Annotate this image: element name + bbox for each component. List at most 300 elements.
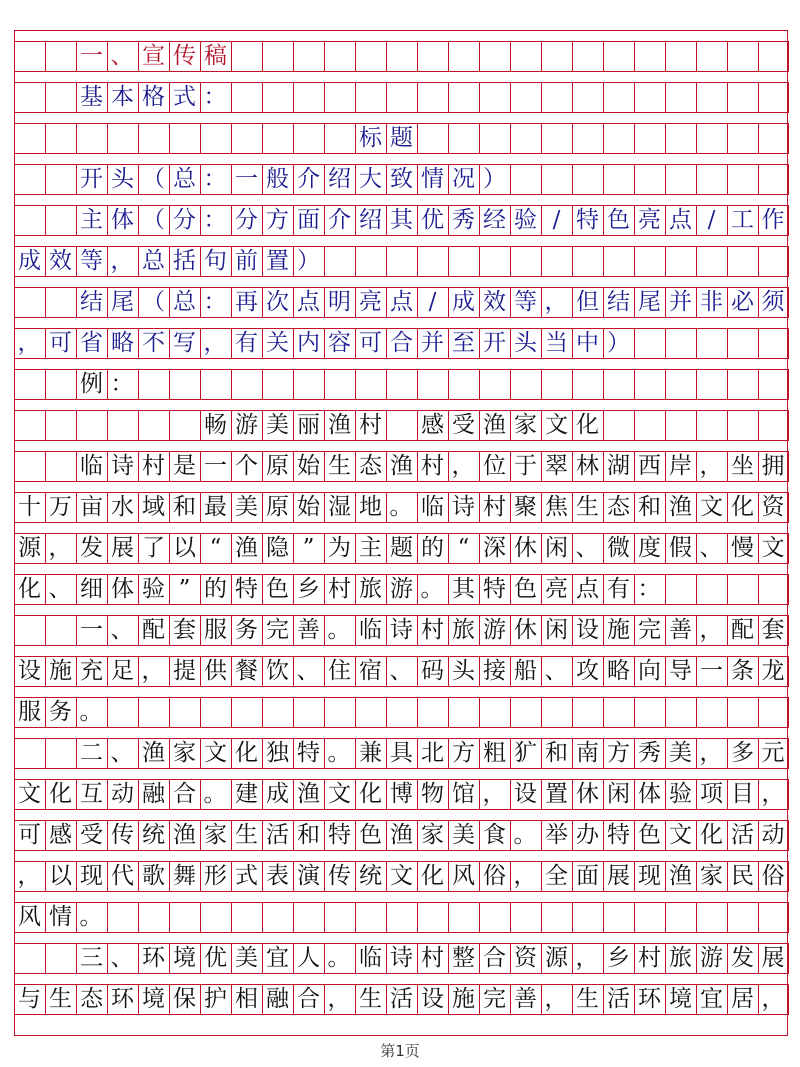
grid-cell: 亮 [541, 575, 572, 604]
grid-cell: 配 [138, 616, 169, 645]
grid-cell [541, 83, 572, 112]
grid-cell [138, 411, 169, 440]
grid-cell: 不 [138, 329, 169, 358]
grid-row [14, 410, 789, 441]
grid-cell: 宿 [355, 657, 386, 686]
grid-row [14, 205, 789, 236]
grid-cell: 感 [45, 821, 76, 850]
grid-cell [696, 698, 727, 727]
grid-cell [76, 411, 107, 440]
grid-cell: 式 [231, 862, 262, 891]
grid-cell [200, 698, 231, 727]
grid-cell: 和 [541, 739, 572, 768]
grid-cell: 为 [324, 534, 355, 563]
grid-cell [14, 739, 45, 768]
grid-cell: 域 [138, 493, 169, 522]
grid-cell: 、 [386, 657, 417, 686]
grid-cell: 游 [231, 411, 262, 440]
grid-cell: 船 [510, 657, 541, 686]
grid-cell: 省 [76, 329, 107, 358]
grid-cell: 但 [572, 288, 603, 317]
grid-cell: 完 [262, 616, 293, 645]
grid-cell: 色 [510, 575, 541, 604]
grid-cell [634, 329, 665, 358]
grid-cell: 休 [572, 780, 603, 809]
grid-cell [758, 329, 789, 358]
grid-cell: ， [758, 780, 789, 809]
grid-cell: 环 [107, 985, 138, 1014]
grid-cell [758, 124, 789, 153]
grid-cell: 主 [355, 534, 386, 563]
grid-cell: 结 [603, 288, 634, 317]
grid-cell [727, 411, 758, 440]
grid-cell: 码 [417, 657, 448, 686]
grid-cell: 美 [665, 739, 696, 768]
grid-cell [355, 698, 386, 727]
grid-cell [448, 124, 479, 153]
grid-cell: 举 [541, 821, 572, 850]
grid-cell: ， [572, 944, 603, 973]
grid-cell: 始 [293, 493, 324, 522]
grid-cell: 家 [200, 821, 231, 850]
grid-cell: 置 [541, 780, 572, 809]
grid-cell: ， [138, 657, 169, 686]
grid-cell: 套 [758, 616, 789, 645]
grid-cell [45, 42, 76, 71]
grid-cell [417, 903, 448, 932]
grid-cell: 文 [541, 411, 572, 440]
grid-cell: 面 [293, 206, 324, 235]
grid-cell [541, 42, 572, 71]
grid-cell: 活 [386, 985, 417, 1014]
grid-cell [200, 903, 231, 932]
grid-cell: 置 [262, 247, 293, 276]
grid-cell [448, 903, 479, 932]
grid-cell: ： [200, 83, 231, 112]
grid-cell: 办 [572, 821, 603, 850]
grid-row [14, 779, 789, 810]
grid-cell [231, 83, 262, 112]
grid-cell [634, 124, 665, 153]
grid-cell: 情 [45, 903, 76, 932]
grid-cell: 具 [386, 739, 417, 768]
grid-cell [293, 124, 324, 153]
grid-cell: 民 [727, 862, 758, 891]
grid-cell: 点 [386, 288, 417, 317]
grid-cell: 馆 [448, 780, 479, 809]
grid-cell [634, 42, 665, 71]
grid-cell: 完 [634, 616, 665, 645]
grid-cell [45, 944, 76, 973]
grid-cell: 项 [696, 780, 727, 809]
grid-row [14, 287, 789, 318]
grid-cell [386, 83, 417, 112]
grid-cell: 秀 [448, 206, 479, 235]
grid-cell [603, 165, 634, 194]
grid-cell: 、 [107, 944, 138, 973]
grid-cell: 务 [231, 616, 262, 645]
grid-cell: 闲 [541, 534, 572, 563]
grid-cell: ， [541, 288, 572, 317]
grid-cell: 配 [727, 616, 758, 645]
grid-cell [665, 329, 696, 358]
grid-cell [355, 370, 386, 399]
grid-cell [262, 124, 293, 153]
grid-cell: 村 [417, 944, 448, 973]
grid-cell: ” [169, 575, 200, 604]
grid-cell: 游 [479, 616, 510, 645]
grid-cell: 位 [479, 452, 510, 481]
grid-cell: 致 [386, 165, 417, 194]
grid-cell: 诗 [386, 616, 417, 645]
grid-cell [448, 83, 479, 112]
grid-cell: 大 [355, 165, 386, 194]
grid-cell [417, 698, 448, 727]
grid-cell: ， [14, 862, 45, 891]
grid-cell: 前 [231, 247, 262, 276]
grid-cell: 关 [262, 329, 293, 358]
grid-row [14, 123, 789, 154]
grid-cell: 源 [14, 534, 45, 563]
grid-cell: 介 [324, 206, 355, 235]
grid-cell [14, 944, 45, 973]
grid-cell: 现 [76, 862, 107, 891]
grid-cell: 护 [200, 985, 231, 1014]
grid-cell: 焦 [541, 493, 572, 522]
grid-cell: 传 [169, 42, 200, 71]
grid-cell: 施 [603, 616, 634, 645]
grid-cell: 环 [634, 985, 665, 1014]
grid-cell [107, 698, 138, 727]
grid-cell [510, 165, 541, 194]
grid-cell: 诗 [386, 944, 417, 973]
grid-cell: 本 [107, 83, 138, 112]
grid-cell: 头 [107, 165, 138, 194]
grid-cell: 工 [727, 206, 758, 235]
grid-cell [634, 83, 665, 112]
grid-cell: 俗 [758, 862, 789, 891]
grid-cell: ， [448, 452, 479, 481]
grid-row [14, 738, 789, 769]
grid-cell: 生 [324, 452, 355, 481]
grid-cell: 活 [262, 821, 293, 850]
grid-cell: 源 [541, 944, 572, 973]
grid-cell: 是 [169, 452, 200, 481]
grid-cell: 细 [76, 575, 107, 604]
grid-row [14, 369, 789, 400]
grid-cell [696, 370, 727, 399]
grid-cell [45, 370, 76, 399]
grid-cell: 秀 [634, 739, 665, 768]
grid-cell [479, 247, 510, 276]
grid-cell: 成 [448, 288, 479, 317]
grid-cell: 风 [448, 862, 479, 891]
grid-cell [324, 698, 355, 727]
grid-cell: 融 [138, 780, 169, 809]
grid-cell: “ [448, 534, 479, 563]
grid-cell [696, 575, 727, 604]
grid-cell: 中 [572, 329, 603, 358]
grid-cell: 服 [14, 698, 45, 727]
grid-cell [634, 411, 665, 440]
grid-cell: 设 [14, 657, 45, 686]
grid-cell: 结 [76, 288, 107, 317]
grid-cell [107, 903, 138, 932]
grid-cell: 化 [14, 575, 45, 604]
grid-row [14, 246, 789, 277]
grid-cell [696, 83, 727, 112]
grid-cell: 隐 [262, 534, 293, 563]
grid-cell: ， [758, 985, 789, 1014]
grid-cell: 万 [45, 493, 76, 522]
grid-cell: 成 [262, 780, 293, 809]
grid-cell [386, 411, 417, 440]
grid-cell [448, 370, 479, 399]
grid-cell: 文 [665, 821, 696, 850]
grid-cell [510, 698, 541, 727]
grid-cell: 二 [76, 739, 107, 768]
grid-cell: 经 [479, 206, 510, 235]
grid-row [14, 656, 789, 687]
grid-cell: 开 [76, 165, 107, 194]
grid-cell [603, 411, 634, 440]
grid-cell: 格 [138, 83, 169, 112]
grid-cell: 的 [200, 575, 231, 604]
grid-cell: 美 [448, 821, 479, 850]
grid-cell: 有 [603, 575, 634, 604]
grid-cell [262, 42, 293, 71]
grid-cell [510, 83, 541, 112]
grid-cell: 龙 [758, 657, 789, 686]
grid-row [14, 574, 789, 605]
grid-cell: 活 [603, 985, 634, 1014]
grid-cell: 村 [355, 411, 386, 440]
grid-cell: 略 [603, 657, 634, 686]
grid-cell: 方 [448, 739, 479, 768]
grid-cell: 等 [510, 288, 541, 317]
grid-cell: 深 [479, 534, 510, 563]
grid-cell [293, 42, 324, 71]
grid-cell: ， [696, 452, 727, 481]
grid-cell: 家 [417, 821, 448, 850]
grid-cell [231, 903, 262, 932]
grid-cell: 分 [231, 206, 262, 235]
grid-cell [45, 616, 76, 645]
grid-cell: 文 [200, 739, 231, 768]
grid-cell: ： [634, 575, 665, 604]
grid-cell: （ [138, 165, 169, 194]
grid-cell: 南 [572, 739, 603, 768]
grid-cell [727, 83, 758, 112]
grid-cell: 多 [727, 739, 758, 768]
grid-cell: 休 [510, 534, 541, 563]
grid-cell: 村 [417, 616, 448, 645]
grid-cell: 活 [727, 821, 758, 850]
grid-cell: 生 [231, 821, 262, 850]
grid-cell: 特 [572, 206, 603, 235]
grid-cell [14, 124, 45, 153]
grid-cell: 。 [76, 903, 107, 932]
grid-cell: 接 [479, 657, 510, 686]
grid-cell [603, 247, 634, 276]
grid-cell: 水 [107, 493, 138, 522]
grid-cell: 聚 [510, 493, 541, 522]
grid-cell: 美 [231, 944, 262, 973]
grid-cell [603, 370, 634, 399]
grid-cell: 湖 [603, 452, 634, 481]
grid-cell [386, 370, 417, 399]
grid-cell [603, 42, 634, 71]
grid-cell: 了 [138, 534, 169, 563]
grid-cell: 、 [293, 657, 324, 686]
grid-cell: 丽 [293, 411, 324, 440]
grid-cell: 基 [76, 83, 107, 112]
grid-cell [603, 903, 634, 932]
grid-cell: ： [200, 288, 231, 317]
grid-cell: 休 [510, 616, 541, 645]
grid-cell [510, 903, 541, 932]
grid-cell: 岸 [665, 452, 696, 481]
grid-cell: 与 [14, 985, 45, 1014]
grid-cell: ， [696, 616, 727, 645]
grid-cell [355, 247, 386, 276]
grid-cell [386, 698, 417, 727]
grid-cell [665, 411, 696, 440]
grid-cell: 度 [634, 534, 665, 563]
grid-row [14, 902, 789, 933]
grid-cell: 文 [696, 493, 727, 522]
grid-cell: 拥 [758, 452, 789, 481]
grid-cell: 成 [14, 247, 45, 276]
grid-row [14, 615, 789, 646]
grid-cell [293, 83, 324, 112]
grid-cell: 境 [138, 985, 169, 1014]
grid-cell: 亮 [355, 288, 386, 317]
grid-cell [417, 124, 448, 153]
grid-cell: 临 [76, 452, 107, 481]
grid-cell: 北 [417, 739, 448, 768]
grid-cell: 原 [262, 493, 293, 522]
grid-cell [665, 698, 696, 727]
grid-cell [107, 411, 138, 440]
grid-cell [541, 698, 572, 727]
grid-cell [262, 903, 293, 932]
grid-cell [448, 247, 479, 276]
grid-cell: 慢 [727, 534, 758, 563]
grid-cell: 游 [386, 575, 417, 604]
grid-cell [541, 247, 572, 276]
grid-cell [417, 42, 448, 71]
grid-cell [14, 42, 45, 71]
grid-cell: 保 [169, 985, 200, 1014]
grid-cell [758, 411, 789, 440]
grid-cell: 完 [479, 985, 510, 1014]
grid-cell: 明 [324, 288, 355, 317]
grid-cell [169, 370, 200, 399]
grid-row [14, 820, 789, 851]
grid-cell: 十 [14, 493, 45, 522]
grid-cell: 、 [107, 616, 138, 645]
grid-cell [572, 698, 603, 727]
grid-cell [76, 124, 107, 153]
grid-cell [293, 698, 324, 727]
grid-cell: 合 [169, 780, 200, 809]
grid-cell: 融 [262, 985, 293, 1014]
grid-cell [665, 83, 696, 112]
grid-cell: 个 [231, 452, 262, 481]
grid-cell: 、 [107, 42, 138, 71]
grid-cell: 化 [696, 821, 727, 850]
grid-cell [14, 411, 45, 440]
grid-cell [665, 165, 696, 194]
grid-cell: 方 [262, 206, 293, 235]
grid-cell: 博 [386, 780, 417, 809]
grid-cell: 一 [76, 42, 107, 71]
grid-cell: 。 [417, 575, 448, 604]
grid-cell: 足 [107, 657, 138, 686]
grid-cell: 闲 [603, 780, 634, 809]
grid-cell: 兼 [355, 739, 386, 768]
grid-cell: 优 [417, 206, 448, 235]
grid-cell: 餐 [231, 657, 262, 686]
grid-cell: 头 [510, 329, 541, 358]
grid-cell [572, 124, 603, 153]
grid-cell [479, 124, 510, 153]
grid-cell: 目 [727, 780, 758, 809]
grid-cell: ， [107, 247, 138, 276]
grid-cell: 文 [14, 780, 45, 809]
grid-cell: 渔 [665, 862, 696, 891]
grid-cell: 临 [355, 616, 386, 645]
grid-cell: 化 [45, 780, 76, 809]
grid-cell [696, 124, 727, 153]
grid-cell [727, 247, 758, 276]
grid-cell: 建 [231, 780, 262, 809]
grid-cell: 标 [355, 124, 386, 153]
grid-cell [572, 83, 603, 112]
grid-cell [169, 124, 200, 153]
grid-cell: 施 [448, 985, 479, 1014]
grid-cell: 诗 [107, 452, 138, 481]
grid-cell: 生 [45, 985, 76, 1014]
grid-cell: 色 [603, 206, 634, 235]
grid-cell [231, 42, 262, 71]
grid-cell: 可 [14, 821, 45, 850]
grid-cell: 绍 [355, 206, 386, 235]
grid-cell [14, 165, 45, 194]
grid-cell [665, 903, 696, 932]
grid-cell: 的 [417, 534, 448, 563]
grid-cell: 环 [138, 944, 169, 973]
grid-row [14, 984, 789, 1015]
grid-cell [758, 247, 789, 276]
grid-cell: 和 [634, 493, 665, 522]
grid-cell: 态 [603, 493, 634, 522]
grid-cell [138, 124, 169, 153]
grid-cell [758, 42, 789, 71]
grid-cell [510, 124, 541, 153]
grid-cell: 再 [231, 288, 262, 317]
grid-cell: 宜 [696, 985, 727, 1014]
grid-cell: 点 [572, 575, 603, 604]
grid-cell: 导 [665, 657, 696, 686]
grid-cell: （ [138, 206, 169, 235]
grid-cell: ） [603, 329, 634, 358]
grid-cell: 善 [665, 616, 696, 645]
grid-cell: 绍 [324, 165, 355, 194]
grid-cell: 化 [417, 862, 448, 891]
grid-cell [758, 83, 789, 112]
